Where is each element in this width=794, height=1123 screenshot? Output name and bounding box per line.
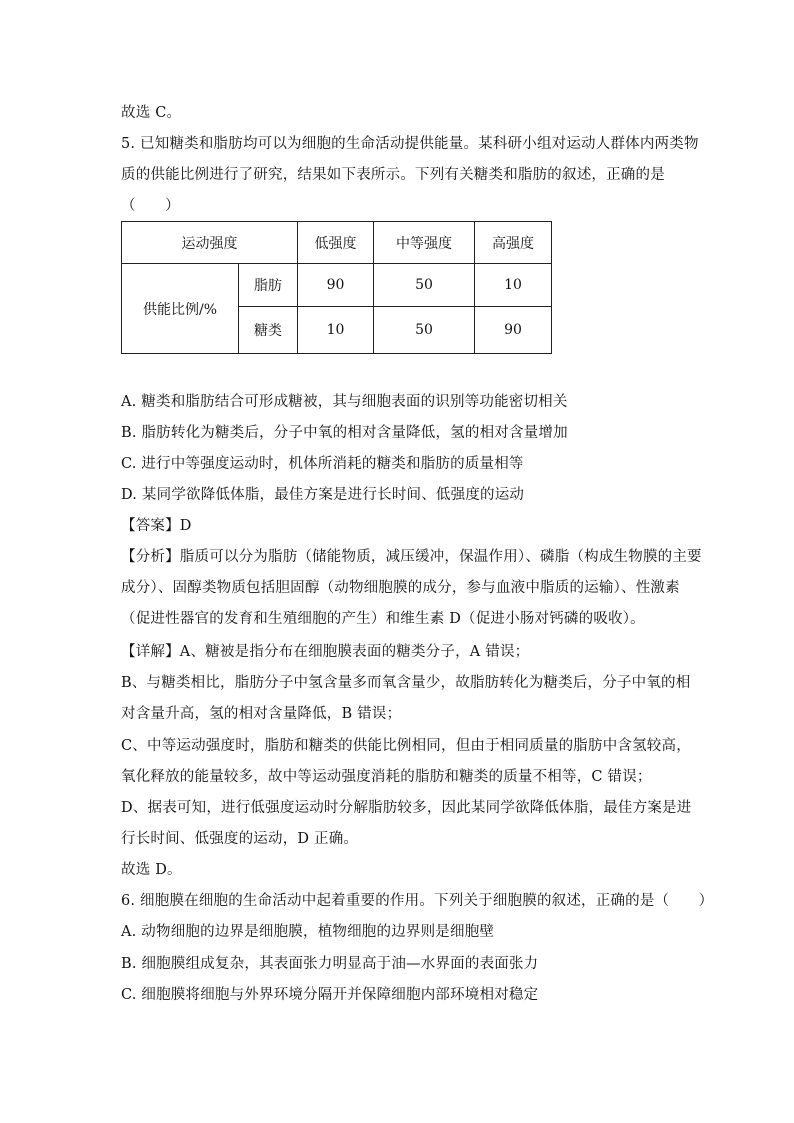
- question-5-bracket: （ ）: [121, 198, 180, 214]
- question-6-option-b: B. 细胞膜组成复杂，其表面张力明显高于油—水界面的表面张力: [121, 956, 539, 972]
- option-a: A. 糖类和脂肪结合可形成糖被，其与细胞表面的识别等功能密切相关: [121, 394, 568, 410]
- table-row-group-label: 供能比例/%: [122, 264, 239, 354]
- table-header-cell: 中等强度: [374, 222, 475, 264]
- analysis-line-2: 成分）、固醇类物质包括胆固醇（动物细胞膜的成分，参与血液中脂质的运输）、性激素: [121, 580, 680, 596]
- option-c: C. 进行中等强度运动时，机体所消耗的糖类和脂肪的质量相等: [121, 456, 524, 472]
- detail-line-2: B、与糖类相比，脂肪分子中氢含量多而氧含量少，故脂肪转化为糖类后，分子中氧的相: [121, 675, 691, 691]
- question-5-line-2: 质的供能比例进行了研究，结果如下表所示。下列有关糖类和脂肪的叙述，正确的是: [121, 167, 665, 183]
- table-cell: 90: [475, 307, 552, 354]
- question-6-option-c: C. 细胞膜将细胞与外界环境分隔开并保障细胞内部环境相对稳定: [121, 987, 539, 1003]
- analysis-line-3: （促进性器官的发育和生殖细胞的产生）和维生素 D（促进小肠对钙磷的吸收）。: [121, 611, 645, 627]
- detail-line-7: 行长时间、低强度的运动，D 正确。: [121, 831, 359, 847]
- detail-line-3: 对含量升高，氢的相对含量降低，B 错误；: [121, 706, 402, 722]
- table-cell: 10: [298, 307, 374, 354]
- table-cell: 10: [475, 264, 552, 307]
- detail-line-4: C、中等运动强度时，脂肪和糖类的供能比例相同，但由于相同质量的脂肪中含氢较高，: [121, 738, 691, 754]
- table-header-cell: 低强度: [298, 222, 374, 264]
- table-cell: 50: [374, 307, 475, 354]
- option-b: B. 脂肪转化为糖类后，分子中氧的相对含量降低，氢的相对含量增加: [121, 425, 568, 441]
- table-header-row: [122, 222, 552, 264]
- table-cell: 90: [298, 264, 374, 307]
- question-6-option-a: A. 动物细胞的边界是细胞膜，植物细胞的边界则是细胞壁: [121, 924, 495, 940]
- detail-line-5: 氧化释放的能量较多，故中等运动强度消耗的脂肪和糖类的质量不相等，C 错误；: [121, 769, 652, 785]
- answer-line-chosen: 故选 D。: [121, 862, 182, 878]
- table-row-label: 糖类: [239, 307, 298, 354]
- table-row-label: 脂肪: [239, 264, 298, 307]
- energy-ratio-table: [121, 221, 552, 354]
- detail-line-6: D、据表可知，进行低强度运动时分解脂肪较多，因此某同学欲降低体脂，最佳方案是进: [121, 800, 692, 816]
- detail-line-1: 【详解】A、糖被是指分布在细胞膜表面的糖类分子，A 错误；: [121, 644, 530, 660]
- option-d: D. 某同学欲降低体脂，最佳方案是进行长时间、低强度的运动: [121, 487, 525, 503]
- table-row: [122, 264, 552, 307]
- analysis-line-1: 【分析】脂质可以分为脂肪（储能物质，减压缓冲，保温作用）、磷脂（构成生物膜的主要: [121, 549, 702, 565]
- table-cell: 50: [374, 264, 475, 307]
- question-6: 6. 细胞膜在细胞的生命活动中起着重要的作用。下列关于细胞膜的叙述，正确的是（ ）: [121, 893, 714, 909]
- table-header-cell: 高强度: [475, 222, 552, 264]
- answer-line: 【答案】D: [121, 518, 192, 534]
- table-header-cell: 运动强度: [122, 222, 298, 264]
- question-5-line-1: 5. 已知糖类和脂肪均可以为细胞的生命活动提供能量。某科研小组对运动人群体内两类物: [121, 136, 699, 152]
- answer-line-prev: 故选 C。: [121, 105, 182, 121]
